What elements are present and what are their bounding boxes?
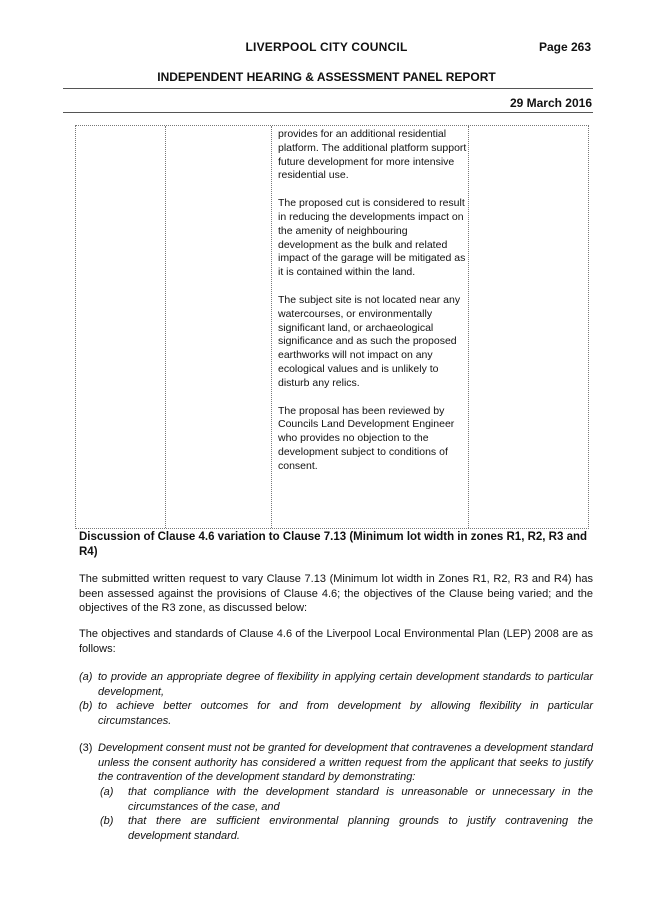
- page-number: Page 263: [538, 40, 591, 54]
- list-label: (b): [100, 815, 114, 827]
- header-council: LIVERPOOL CITY COUNCIL: [245, 40, 408, 54]
- table-column-divider: [165, 126, 166, 528]
- table-paragraph: The proposal has been reviewed by Councils Land Development Engineer who provides no objection to the development subject to conditions of consent.: [278, 404, 455, 472]
- list-item: Development consent must not be granted for development that contravenes a development standard unless the consent authority has considered a written request from the applicant that seeks to justify the contravention of the development standard by demonstrating:: [98, 742, 593, 783]
- list-item: to provide an appropriate degree of flexibility in applying certain development standards to particular development,: [98, 671, 593, 698]
- header-rule-bottom: [63, 112, 593, 113]
- list-item: that there are sufficient environmental planning grounds to justify contravening the development standard.: [128, 815, 593, 842]
- header-rule: [63, 88, 593, 89]
- list-item: that compliance with the development standard is unreasonable or unnecessary in the circumstances of the case, and: [128, 786, 593, 813]
- list-label: (3): [79, 742, 93, 754]
- report-date: 29 March 2016: [509, 96, 592, 110]
- list-label: (a): [100, 786, 114, 798]
- discussion-heading: Discussion of Clause 4.6 variation to Clause 7.13 (Minimum lot width in zones R1, R2, R3 and R4): [79, 531, 588, 558]
- table-paragraph: The subject site is not located near any watercourses, or environmentally significant land, or archaeological significance and as such the proposed earthworks will not impact on any ecological values and is unlikely to disturb any relics.: [278, 293, 461, 389]
- list-item: to achieve better outcomes for and from development by allowing flexibility in particular circumstances.: [98, 700, 593, 727]
- list-label: (a): [79, 671, 93, 683]
- table-paragraph: The proposed cut is considered to result in reducing the developments impact on the amenity of neighbouring development as the bulk and related impact of the garage will be mitigated as it is contained within the land.: [278, 197, 466, 279]
- body-paragraph: The objectives and standards of Clause 4.6 of the Liverpool Local Environmental Plan (LEP) 2008 are as follows:: [79, 628, 593, 655]
- assessment-table: [75, 125, 589, 529]
- body-paragraph: The submitted written request to vary Clause 7.13 (Minimum lot width in Zones R1, R2, R3 and R4) has been assessed against the provisions of Clause 4.6; the objectives of the Clause being varied; and the objectives of the R3 zone, as discussed below:: [79, 573, 593, 614]
- table-column-divider: [468, 126, 469, 528]
- table-column-divider: [271, 126, 272, 528]
- report-title: INDEPENDENT HEARING & ASSESSMENT PANEL REPORT: [157, 70, 496, 84]
- list-label: (b): [79, 700, 93, 712]
- table-cell-comments: [278, 128, 468, 474]
- table-paragraph: provides for an additional residential platform. The additional platform support future development for more intensive residential use.: [278, 128, 467, 182]
